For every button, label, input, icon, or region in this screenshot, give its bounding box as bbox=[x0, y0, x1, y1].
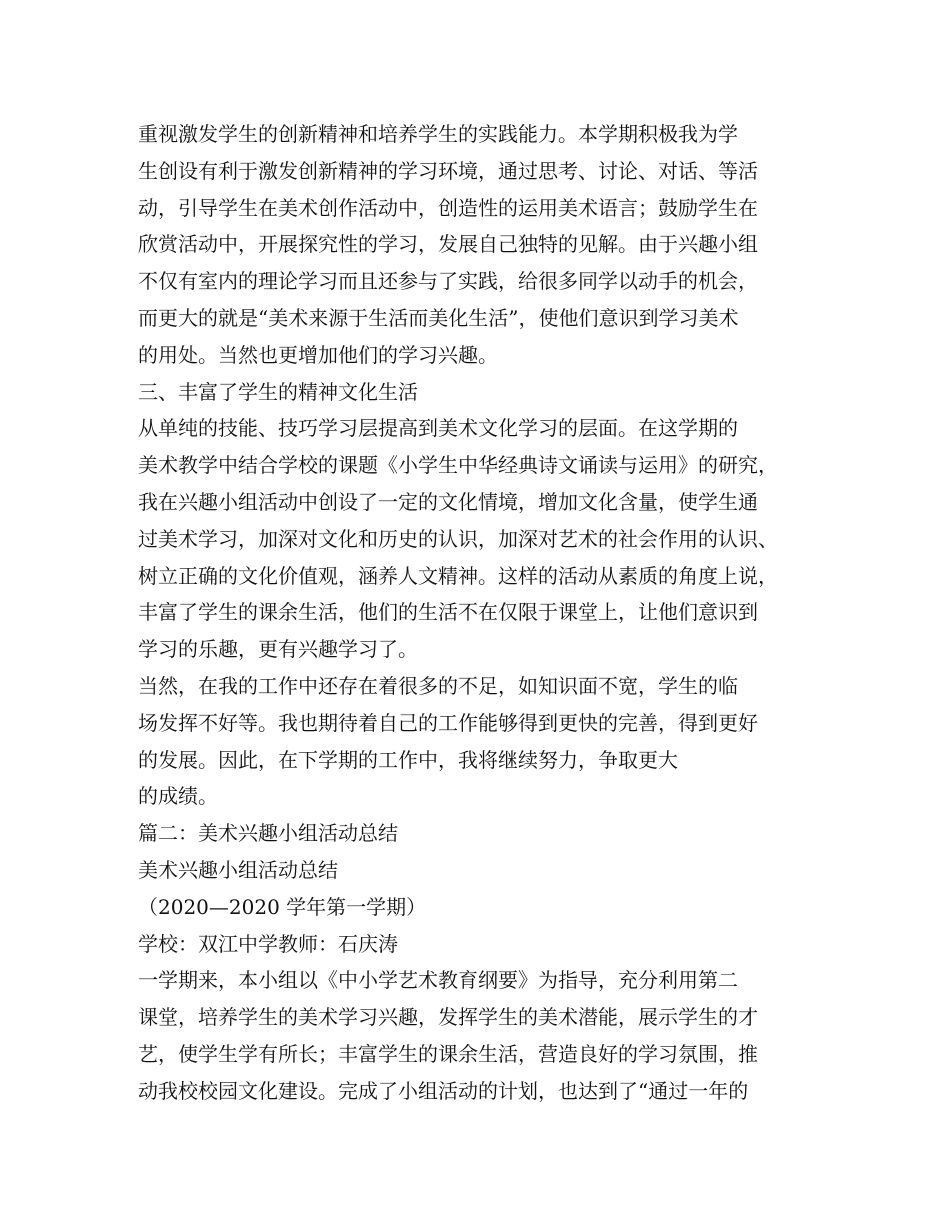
text-line: 动我校校园文化建设。完成了小组活动的计划，也达到了“通过一年的 bbox=[138, 1078, 749, 1103]
text-line: 不仅有室内的理论学习而且还参与了实践，给很多同学以动手的机会， bbox=[138, 269, 758, 294]
text-line: 学习的乐趣，更有兴趣学习了。 bbox=[138, 637, 418, 662]
term-line: （2020—2020 学年第一学期） bbox=[138, 894, 427, 919]
text-line: 场发挥不好等。我也期待着自己的工作能够得到更快的完善，得到更好 bbox=[138, 710, 758, 735]
text-line: 当然，在我的工作中还存在着很多的不足，如知识面不宽，学生的临 bbox=[138, 673, 738, 698]
text-line: 丰富了学生的课余生活，他们的生活不在仅限于课堂上，让他们意识到 bbox=[138, 600, 758, 625]
text-line: 从单纯的技能、技巧学习层提高到美术文化学习的层面。在这学期的 bbox=[138, 416, 738, 441]
section-heading: 三、丰富了学生的精神文化生活 bbox=[138, 379, 418, 404]
document-body bbox=[138, 116, 828, 1110]
text-line: 生创设有利于激发创新精神的学习环境，通过思考、讨论、对话、等活 bbox=[138, 158, 758, 183]
text-line: 艺，使学生学有所长；丰富学生的课余生活，营造良好的学习氛围，推 bbox=[138, 1041, 758, 1066]
chapter-heading: 篇二：美术兴趣小组活动总结 bbox=[138, 821, 398, 846]
text-line: 美术教学中结合学校的课题《小学生中华经典诗文诵读与运用》的研究， bbox=[138, 453, 778, 478]
text-line: 一学期来，本小组以《中小学艺术教育纲要》为指导，充分利用第二 bbox=[138, 968, 738, 993]
text-line: 的用处。当然也更增加他们的学习兴趣。 bbox=[138, 342, 498, 367]
school-teacher-line: 学校：双江中学教师：石庆涛 bbox=[138, 931, 398, 956]
text-line: 的成绩。 bbox=[138, 784, 218, 809]
text-line: 欣赏活动中，开展探究性的学习，发展自己独特的见解。由于兴趣小组 bbox=[138, 232, 758, 257]
text-line: 的发展。因此，在下学期的工作中，我将继续努力，争取更大 bbox=[138, 747, 678, 772]
text-line: 动，引导学生在美术创作活动中，创造性的运用美术语言；鼓励学生在 bbox=[138, 195, 758, 220]
text-line: 课堂，培养学生的美术学习兴趣，发挥学生的美术潜能，展示学生的才 bbox=[138, 1005, 758, 1030]
text-line: 而更大的就是“美术来源于生活而美化生活”，使他们意识到学习美术 bbox=[138, 305, 739, 330]
text-line: 重视激发学生的创新精神和培养学生的实践能力。本学期积极我为学 bbox=[138, 122, 738, 146]
document-title: 美术兴趣小组活动总结 bbox=[138, 857, 338, 882]
text-line: 我在兴趣小组活动中创设了一定的文化情境，增加文化含量，使学生通 bbox=[138, 489, 758, 514]
text-line: 过美术学习，加深对文化和历史的认识，加深对艺术的社会作用的认识、 bbox=[138, 526, 778, 551]
text-line: 树立正确的文化价值观，涵养人文精神。这样的活动从素质的角度上说， bbox=[138, 563, 778, 588]
